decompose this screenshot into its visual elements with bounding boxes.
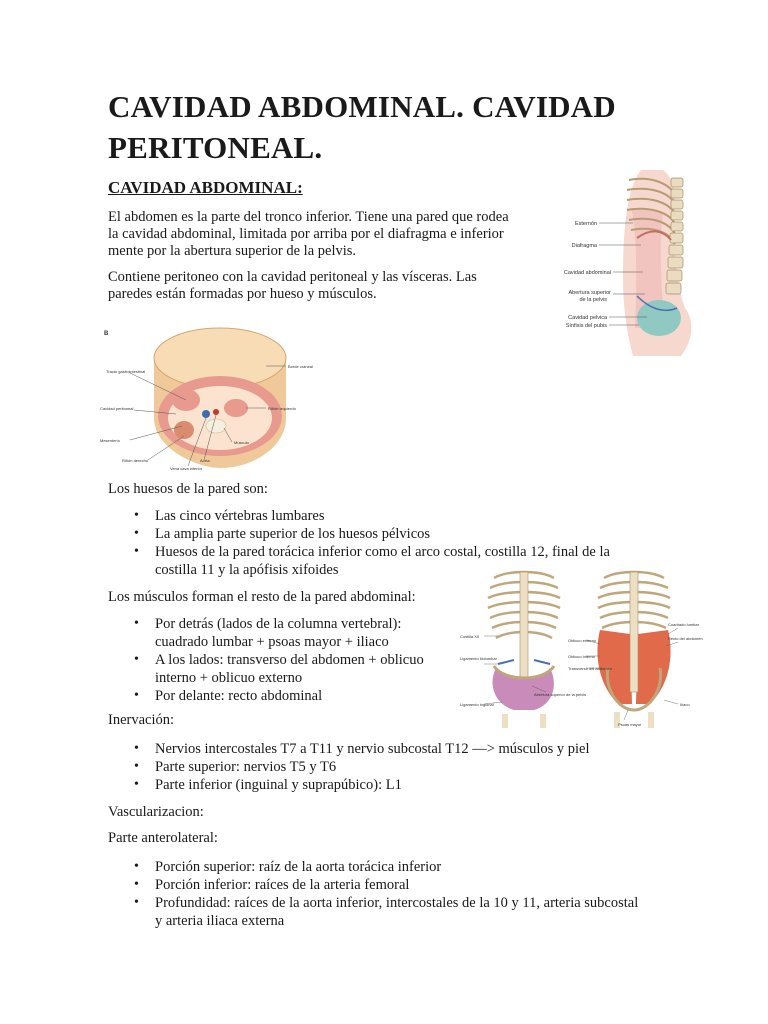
list-item-line: y arteria iliaca externa bbox=[155, 913, 285, 929]
section-heading: CAVIDAD ABDOMINAL: bbox=[108, 178, 303, 197]
list-item bbox=[108, 858, 638, 876]
label-muscle: Músculo bbox=[234, 440, 249, 445]
label-sternum: Esternón bbox=[574, 221, 597, 227]
content-line: paredes están formadas por hueso y músculos. bbox=[108, 286, 377, 302]
vertebra-section bbox=[206, 419, 226, 433]
label-aorta: Aorta bbox=[200, 458, 210, 463]
list-item-line: interno + oblicuo externo bbox=[155, 670, 303, 686]
pelvic-cavity-region bbox=[637, 300, 681, 336]
label-cranial-edge: Borde craneal bbox=[288, 364, 313, 369]
innervation-list bbox=[108, 740, 590, 794]
intro-line: mente por la abertura superior de la pelvis. bbox=[108, 243, 357, 259]
label-pelvic-inlet: Abertura superior de la pelvis bbox=[534, 692, 587, 697]
list-item-line: Huesos de la pared torácica inferior como el arco costal, costilla 12, final de la bbox=[155, 544, 610, 560]
list-item bbox=[108, 615, 424, 651]
vascular-list bbox=[108, 858, 638, 930]
label-right-kidney: Riñón derecho bbox=[122, 458, 149, 463]
label-pelvic-cavity: Cavidad pelvica bbox=[568, 315, 607, 321]
vascular-subheading: Parte anterolateral: bbox=[108, 830, 218, 846]
label-vena-cava: Vena cava inferior bbox=[170, 466, 203, 471]
right-femur-left bbox=[648, 712, 654, 728]
list-item-line: Porción inferior: raíces de la arteria femoral bbox=[155, 877, 410, 893]
list-item: • La amplia parte superior de los huesos pélvicos bbox=[108, 525, 610, 543]
left-kidney bbox=[224, 399, 248, 417]
list-item-line: Porción superior: raíz de la aorta torácica inferior bbox=[155, 859, 442, 875]
list-item: • Parte inferior (inguinal y suprapúbico): L1 bbox=[108, 776, 590, 794]
label-left-kidney: Riñón izquierdo bbox=[268, 406, 296, 411]
label-gi-tract: Tracto gastrointestinal bbox=[106, 369, 146, 374]
skeleton-muscles-figure bbox=[458, 564, 706, 730]
sagittal-abdomen-figure bbox=[553, 168, 733, 358]
label-transversus: Transverso del abdomen bbox=[568, 666, 613, 671]
label-rib-12: Costilla XII bbox=[460, 634, 480, 639]
sagittal-labels bbox=[564, 221, 611, 329]
label-pelvic-inlet-2: de la pelvis bbox=[579, 297, 607, 303]
label-external-oblique: Oblicuo externo bbox=[568, 638, 597, 643]
list-item-line: Profundidad: raíces de la aorta inferior, intercostales de la 10 y 11, arteria subcostal bbox=[155, 895, 639, 911]
label-quadratus-lumborum: Cuadrado lumbar bbox=[668, 622, 699, 627]
muscles-list bbox=[108, 615, 424, 705]
muscles-intro: Los músculos forman el resto de la pared abdominal: bbox=[108, 589, 416, 605]
label-psoas-major: Psoas mayor bbox=[618, 722, 642, 727]
label-pubic-symphysis: Sínfisis del pubis bbox=[565, 323, 607, 329]
label-diaphragm: Diafragma bbox=[571, 243, 597, 249]
label-rectus-abdominis: Recto del abdomen bbox=[668, 636, 703, 641]
right-spine bbox=[630, 572, 638, 692]
left-femur-right bbox=[502, 714, 508, 728]
page-title: CAVIDAD ABDOMINAL. CAVIDAD PERITONEAL. bbox=[108, 89, 616, 165]
vena-cava-section bbox=[202, 410, 210, 418]
list-item bbox=[108, 876, 638, 894]
list-item: • Parte superior: nervios T5 y T6 bbox=[108, 758, 590, 776]
list-item bbox=[108, 651, 424, 687]
label-iliolumbar-ligament: Ligamento iliolumbar bbox=[460, 656, 497, 661]
figure-letter: B bbox=[104, 331, 109, 337]
intro-line: El abdomen es la parte del tronco inferior. Tiene una pared que rodea bbox=[108, 209, 509, 225]
label-iliacus: Ilíaco bbox=[680, 702, 690, 707]
list-item-line: cuadrado lumbar + psoas mayor + iliaco bbox=[155, 634, 389, 650]
aorta-section bbox=[213, 409, 219, 415]
content-paragraph bbox=[108, 269, 477, 303]
vascular-intro: Vascularizacion: bbox=[108, 804, 204, 820]
content-line: Contiene peritoneo con la cavidad peritoneal y las vísceras. Las bbox=[108, 269, 477, 285]
list-item bbox=[108, 894, 638, 930]
bones-intro: Los huesos de la pared son: bbox=[108, 481, 268, 497]
list-item: • Las cinco vértebras lumbares bbox=[108, 507, 610, 525]
list-item-line: costilla 11 y la apófisis xifoides bbox=[155, 562, 339, 578]
innervation-intro: Inervación: bbox=[108, 712, 175, 728]
label-abdominal-cavity: Cavidad abdominal bbox=[563, 270, 611, 276]
left-spine bbox=[520, 572, 528, 684]
right-skeleton bbox=[597, 572, 670, 728]
label-mesentery: Mesenterio bbox=[100, 438, 120, 443]
list-item-line: Por detrás (lados de la columna vertebral): bbox=[155, 616, 402, 632]
left-skeleton bbox=[488, 572, 560, 728]
list-item: • Nervios intercostales T7 a T11 y nervio subcostal T12 —> músculos y piel bbox=[108, 740, 590, 758]
left-femur-left bbox=[540, 714, 546, 728]
label-pelvic-inlet: Abertura superior bbox=[568, 290, 611, 296]
intro-paragraph bbox=[108, 209, 509, 260]
label-internal-oblique: Oblicuo interno bbox=[568, 654, 595, 659]
intro-line: la cavidad abdominal, limitada por arriba por el diafragma e inferior bbox=[108, 226, 504, 242]
list-item-line: A los lados: transverso del abdomen + oblicuo bbox=[155, 652, 424, 668]
left-side-muscle bbox=[636, 630, 671, 704]
list-item-line: Por delante: recto abdominal bbox=[155, 688, 323, 704]
list-item bbox=[108, 687, 424, 705]
label-inguinal-ligament: Ligamento inguinal bbox=[460, 702, 494, 707]
cross-section-figure bbox=[86, 318, 336, 478]
label-peritoneal-cavity: Cavidad peritoneal bbox=[100, 406, 134, 411]
